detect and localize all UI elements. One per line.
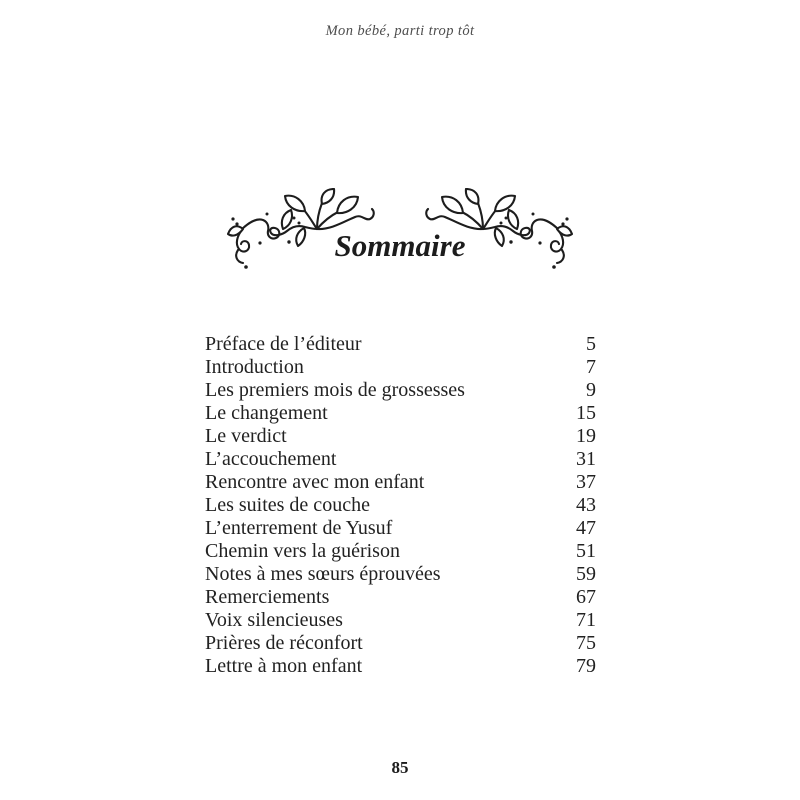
toc-entry xyxy=(205,448,596,471)
toc-entry-title: Voix silencieuses xyxy=(205,609,343,631)
toc-entry xyxy=(205,586,596,609)
toc-entry xyxy=(205,425,596,448)
toc-entry-title: Préface de l’éditeur xyxy=(205,333,362,355)
toc-entry-page: 37 xyxy=(576,471,596,493)
toc-entry-page: 31 xyxy=(576,448,596,470)
toc-entry xyxy=(205,517,596,540)
toc-entry xyxy=(205,494,596,517)
toc-entry-page: 75 xyxy=(576,632,596,654)
toc-entry-page: 43 xyxy=(576,494,596,516)
toc-entry-title: Introduction xyxy=(205,356,304,378)
toc-entry xyxy=(205,655,596,678)
table-of-contents xyxy=(205,333,596,678)
sommaire-heading xyxy=(225,188,575,288)
toc-entry-title: Chemin vers la guérison xyxy=(205,540,400,562)
running-header: Mon bébé, parti trop tôt xyxy=(325,23,475,39)
toc-entry-title: Les suites de couche xyxy=(205,494,370,516)
toc-entry xyxy=(205,379,596,402)
toc-entry-title: Remerciements xyxy=(205,586,330,608)
toc-entry-title: Le verdict xyxy=(205,425,287,447)
toc-entry-page: 59 xyxy=(576,563,596,585)
toc-entry xyxy=(205,632,596,655)
toc-entry xyxy=(205,540,596,563)
toc-entry-page: 5 xyxy=(586,333,596,355)
toc-entry xyxy=(205,356,596,379)
section-title: Sommaire xyxy=(334,228,466,263)
toc-entry-title: Les premiers mois de grossesses xyxy=(205,379,465,401)
toc-entry-page: 79 xyxy=(576,655,596,677)
toc-entry-page: 9 xyxy=(586,379,596,401)
toc-entry-title: Notes à mes sœurs éprouvées xyxy=(205,563,441,585)
toc-entry-title: L’accouchement xyxy=(205,448,337,470)
toc-entry-page: 51 xyxy=(576,540,596,562)
toc-entry xyxy=(205,563,596,586)
toc-entry xyxy=(205,333,596,356)
toc-entry xyxy=(205,402,596,425)
toc-entry-page: 47 xyxy=(576,517,596,539)
toc-entry xyxy=(205,471,596,494)
toc-entry-page: 71 xyxy=(576,609,596,631)
toc-entry-title: Prières de réconfort xyxy=(205,632,363,654)
toc-entry-page: 67 xyxy=(576,586,596,608)
page-number-footer: 85 xyxy=(391,758,409,777)
toc-entry xyxy=(205,609,596,632)
toc-entry-page: 15 xyxy=(576,402,596,424)
toc-entry-title: L’enterrement de Yusuf xyxy=(205,517,393,539)
toc-entry-title: Rencontre avec mon enfant xyxy=(205,471,425,493)
toc-entry-page: 19 xyxy=(576,425,596,447)
toc-entry-title: Lettre à mon enfant xyxy=(205,655,363,677)
toc-entry-page: 7 xyxy=(586,356,596,378)
toc-entry-title: Le changement xyxy=(205,402,328,424)
